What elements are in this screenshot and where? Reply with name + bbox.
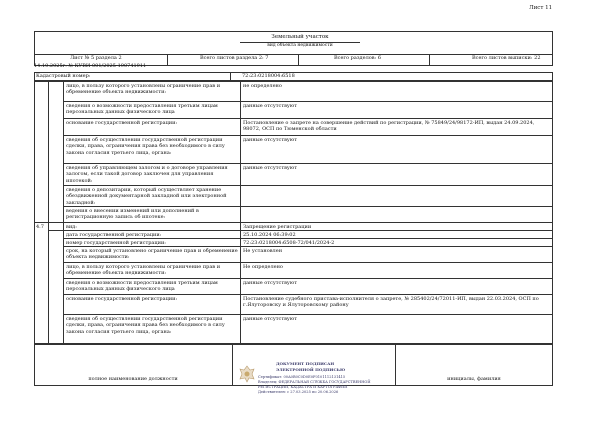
table-row-label: срок, на который установлено ограничение прав и обременение объекта недвижимости:	[66, 248, 238, 261]
electronic-signature-stamp	[236, 360, 371, 408]
object-type-caption: вид объекта недвижимости	[267, 43, 333, 48]
object-type-title: Земельный участок	[271, 34, 329, 40]
emblem-icon	[238, 364, 256, 384]
table-row-value: Запрещение регистрации	[243, 224, 312, 230]
sheet-of-section: Лист № 5 раздела 2	[70, 55, 122, 61]
stamp-line: ДОКУМЕНТ ПОДПИСАН	[276, 361, 335, 366]
table-row-label: ведения о внесении изменений или дополнений в регистрационную запись об ипотеке:	[66, 208, 199, 221]
table-row-value: 25.10.2024 06:39:02	[243, 232, 296, 238]
initials-caption: инициалы, фамилия	[447, 376, 501, 382]
table-row-label: дата государственной регистрации:	[66, 232, 162, 238]
table-row-value: Постановление о запрете на совершение действий по регистрации, № 75849/24/98172-ИП, выдан 24.09.2024, 98072, ОСП по Тюменской области	[243, 120, 535, 133]
table-row-value: Постановление судебного пристава-исполнителя о запрете, № 285402/24/72011-ИП, выдан 22.03.2024, ОСП по г.Ялуторовску и Ялуторовскому району	[243, 296, 539, 309]
table-row-label: сведения о возможности предоставления третьим лицам персональных данных физического лица	[66, 280, 218, 293]
table-row-label: номер государственной регистрации:	[66, 240, 166, 246]
table-row-value: не определено	[243, 83, 282, 89]
cadastral-label: Кадастровый номер:	[36, 73, 91, 79]
table-row-label: лицо, в пользу которого установлены ограничение прав и обременение объекта недвижимости:	[66, 264, 221, 277]
table-row-label: сведения о депозитарии, который осуществляет хранение обездвиженной документарной закладной или электронной закладной:	[66, 187, 227, 206]
table-row-label: лицо, в пользу которого установлены ограничение прав и обременение объекта недвижимости:	[66, 83, 221, 96]
stamp-line: РЕГИСТРАЦИИ, КАДАСТРА И КАРТОГРАФИИ	[258, 385, 348, 389]
stamp-line: Владелец: ФЕДЕРАЛЬНАЯ СЛУЖБА ГОСУДАРСТВЕННОЙ	[258, 380, 371, 384]
section-number: 4.7	[36, 224, 44, 230]
cadastral-value: 72:23:0218004:6518	[242, 73, 295, 79]
table-row-label: сведения об осуществлении государственной регистрации сделки, права, ограничения права без необходимого в силу закона согласия третьего лица, органа:	[66, 316, 225, 335]
total-sheets-section: Всего листов раздела 2: 7	[200, 55, 269, 61]
total-sheets-statement: Всего листов выписки: 22	[472, 55, 541, 61]
table-row-value: данные отсутствуют	[243, 280, 297, 286]
table-row-value: 72:23:0218004:6508-72/041/2024-2	[243, 240, 335, 246]
table-row-label: сведения об осуществлении государственной регистрации сделки, права, ограничения права без необходимого в силу закона согласия третьего лица, органа:	[66, 137, 225, 156]
stamp-line: Действителен: с 27.03.2025 по 20.06.2026	[258, 390, 339, 394]
document-number-line: 14.10.2025г. № КУВИ-001/2025-190741911	[34, 63, 147, 69]
table-row-value: Не установлен	[243, 248, 283, 254]
table-row-label: сведения о возможности предоставления третьим лицам персональных данных физического лица	[66, 103, 218, 116]
table-row-label: сведения об управляющем залогом и о договоре управления залогом, если такой договор заключен для управления ипотекой:	[66, 165, 228, 184]
table-row-value: данные отсутствуют	[243, 103, 297, 109]
total-sections: Всего разделов: 6	[334, 55, 382, 61]
table-row-value: данные отсутствуют	[243, 316, 297, 322]
table-row-label: основание государственной регистрации:	[66, 120, 178, 126]
table-row-label: вид:	[66, 224, 77, 230]
table-row-value: данные отсутствуют	[243, 137, 297, 143]
position-caption: полное наименование должности	[88, 376, 178, 382]
table-row-label: основание государственной регистрации:	[66, 296, 178, 302]
stamp-line: Сертификат: 00A0B0C0D0E0F0101112131415	[258, 375, 346, 379]
sheet-number: Лист 11	[529, 5, 553, 11]
table-row-value: данные отсутствуют	[243, 165, 297, 171]
stamp-line: ЭЛЕКТРОННОЙ ПОДПИСЬЮ	[276, 367, 346, 372]
table-row-value: Не определено	[243, 264, 283, 270]
